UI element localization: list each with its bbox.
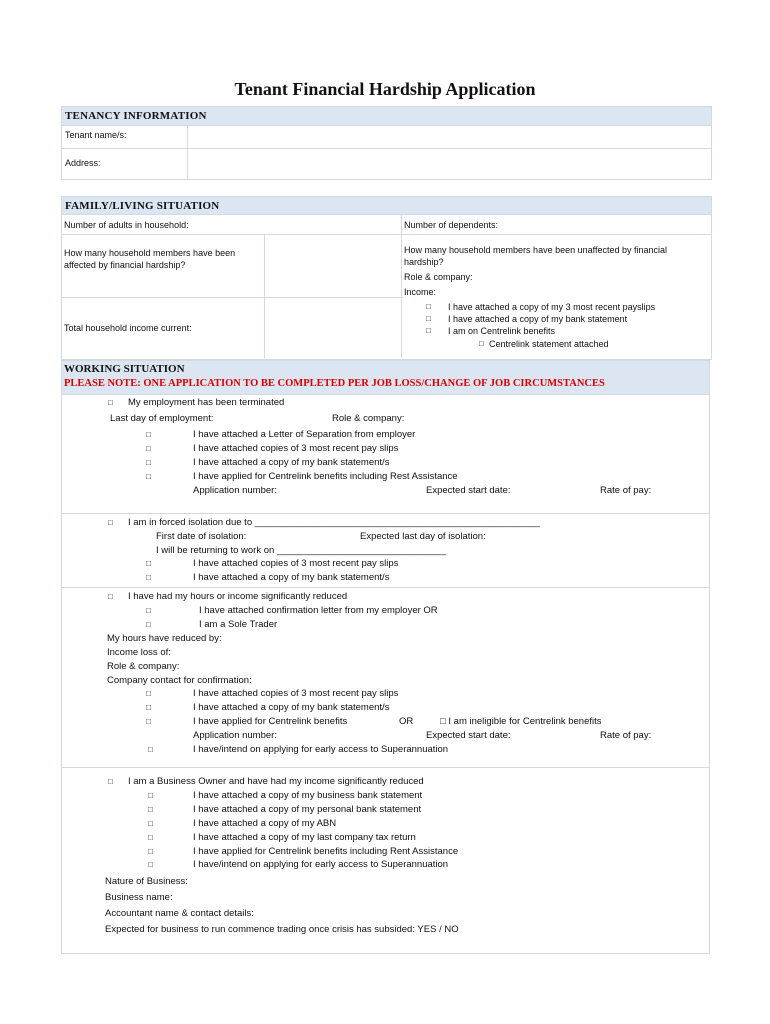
checkbox[interactable]: □ — [146, 472, 151, 481]
check-label: I have attached a copy of my bank statement/s — [193, 702, 390, 713]
checkbox[interactable]: □ — [108, 398, 113, 407]
checkbox[interactable]: □ — [146, 444, 151, 453]
centrelink-statement-label: Centrelink statement attached — [489, 339, 609, 349]
company-contact-label: Company contact for confirmation: — [107, 675, 252, 686]
income-loss-label: Income loss of: — [107, 647, 171, 658]
app-number-label: Application number: — [193, 485, 277, 496]
checkbox[interactable]: □ — [148, 745, 153, 754]
checkbox[interactable]: □ — [146, 717, 151, 726]
tenant-names-field[interactable] — [187, 126, 711, 148]
dependents-label: Number of dependents: — [404, 220, 499, 230]
check-label: I have attached a copy of my bank statement/s — [193, 572, 390, 583]
checkbox[interactable]: □ — [146, 689, 151, 698]
checkbox[interactable]: □ — [108, 592, 113, 601]
check-label: I have attached a copy of my ABN — [193, 818, 337, 829]
checkbox[interactable]: □ — [108, 518, 113, 527]
accountant-label: Accountant name & contact details: — [105, 908, 254, 919]
payslips-check-label: I have attached a copy of my 3 most recent payslips — [448, 302, 656, 312]
checkbox[interactable]: □ — [148, 847, 153, 856]
tenancy-header: TENANCY INFORMATION — [62, 107, 711, 125]
checkbox[interactable]: □ — [146, 606, 151, 615]
checkbox[interactable]: □ — [426, 302, 431, 311]
business-name-label: Business name: — [105, 892, 173, 903]
checkbox[interactable]: □ — [148, 805, 153, 814]
app-number-label: Application number: — [193, 730, 277, 741]
checkbox[interactable]: □ — [146, 573, 151, 582]
checkbox[interactable]: □ — [148, 791, 153, 800]
expected-start-label: Expected start date: — [426, 485, 511, 496]
bank-check-label: I have attached a copy of my bank statement — [448, 314, 628, 324]
check-label: I have attached a copy of my business bank statement — [193, 790, 423, 801]
hours-label: I have had my hours or income significantly reduced — [128, 591, 348, 602]
checkbox[interactable]: □ — [148, 819, 153, 828]
role-company-label: Role & company: — [404, 272, 473, 282]
tenancy-section — [61, 106, 712, 180]
checkbox[interactable]: □ — [146, 703, 151, 712]
reduced-by-label: My hours have reduced by: — [107, 633, 222, 644]
check-label: I have attached a copy of my personal bank statement — [193, 804, 422, 815]
check-label: I am a Sole Trader — [199, 619, 278, 630]
check-label: I have attached confirmation letter from my employer OR — [199, 605, 438, 616]
check-label: I have applied for Centrelink benefits including Rest Assistance — [193, 471, 458, 482]
isolation-label: I am in forced isolation due to ______________________________________________________ — [128, 517, 541, 528]
expected-last-label: Expected last day of isolation: — [360, 531, 486, 542]
business-label: I am a Business Owner and have had my income significantly reduced — [128, 776, 424, 787]
nature-label: Nature of Business: — [105, 876, 188, 887]
checkbox[interactable]: □ — [146, 620, 151, 629]
checkbox[interactable]: □ — [148, 833, 153, 842]
expected-start-label: Expected start date: — [426, 730, 511, 741]
total-income-label: Total household income current: — [64, 323, 192, 333]
tenant-names-label: Tenant name/s: — [65, 130, 127, 140]
check-label: I have attached a Letter of Separation from employer — [193, 429, 416, 440]
working-header: WORKING SITUATION — [64, 363, 185, 375]
role-company-label: Role & company: — [332, 413, 405, 424]
terminated-label: My employment has been terminated — [128, 397, 285, 408]
check-label: I have/intend on applying for early access to Superannuation — [193, 859, 449, 870]
checkbox[interactable]: □ — [146, 430, 151, 439]
address-label: Address: — [65, 158, 101, 168]
first-date-label: First date of isolation: — [156, 531, 247, 542]
check-label: I have/intend on applying for early access to Superannuation — [193, 744, 449, 755]
rate-of-pay-label: Rate of pay: — [600, 485, 652, 496]
check-label: I have attached a copy of my bank statement/s — [193, 457, 390, 468]
checkbox[interactable]: □ — [146, 559, 151, 568]
affected-question: How many household members have been affected by financial hardship? — [64, 248, 236, 270]
checkbox[interactable]: □ — [146, 458, 151, 467]
adults-label: Number of adults in household: — [64, 220, 189, 230]
checkbox[interactable]: □ — [426, 326, 431, 335]
check-label: I have applied for Centrelink benefits — [193, 716, 348, 727]
expected-trading-label: Expected for business to run commence trading once crisis has subsided: YES / NO — [105, 924, 459, 935]
centrelink-check-label: I am on Centrelink benefits — [448, 326, 556, 336]
income-label: Income: — [404, 287, 437, 297]
returning-label: I will be returning to work on ________________________________ — [156, 545, 446, 556]
check-label: I have attached copies of 3 most recent pay slips — [193, 558, 399, 569]
check-label: I have attached a copy of my last company tax return — [193, 832, 416, 843]
check-label: I have attached copies of 3 most recent pay slips — [193, 688, 399, 699]
unaffected-question: How many household members have been unaffected by financial hardship? — [404, 245, 667, 267]
page-title: Tenant Financial Hardship Application — [234, 79, 536, 99]
or-label: OR — [399, 716, 414, 727]
check-label: I have attached copies of 3 most recent pay slips — [193, 443, 399, 454]
rate-of-pay-label: Rate of pay: — [600, 730, 652, 741]
last-day-label: Last day of employment: — [110, 413, 214, 424]
role-company-label: Role & company: — [107, 661, 180, 672]
family-header: FAMILY/LIVING SITUATION — [62, 197, 711, 215]
address-field[interactable] — [187, 149, 711, 179]
checkbox[interactable]: □ — [479, 339, 484, 348]
checkbox[interactable]: □ — [108, 777, 113, 786]
checkbox[interactable]: □ — [148, 860, 153, 869]
checkbox[interactable]: □ — [426, 314, 431, 323]
check-label: I have applied for Centrelink benefits including Rent Assistance — [193, 846, 459, 857]
working-note: PLEASE NOTE: ONE APPLICATION TO BE COMPLETED PER JOB LOSS/CHANGE OF JOB CIRCUMSTANCES — [64, 378, 605, 389]
ineligible-label[interactable]: □ I am ineligible for Centrelink benefits — [440, 716, 602, 727]
